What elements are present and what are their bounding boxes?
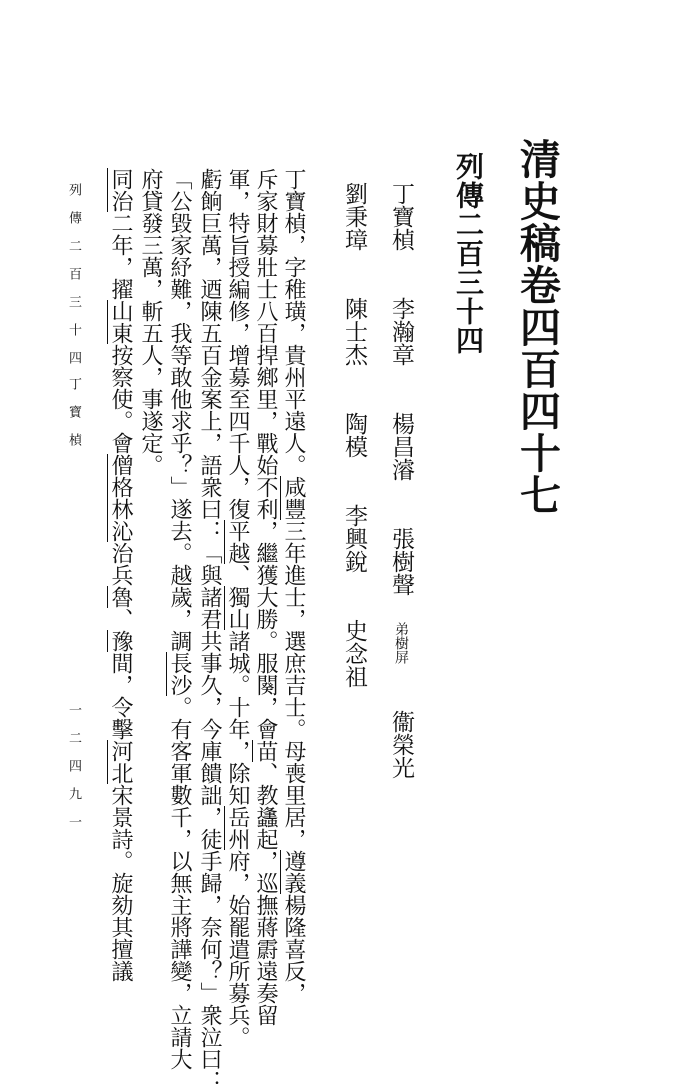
text-segment: 二年，擢 (108, 212, 133, 300)
proper-noun-mark: 苗 (253, 740, 278, 762)
body-line (168, 168, 190, 1070)
text-segment: 間，令擊 (108, 652, 133, 740)
body-line (226, 168, 248, 1048)
proper-noun-mark: 長沙 (167, 652, 192, 696)
proper-noun-mark: 豫 (108, 630, 133, 652)
section-title: 列傳二百三十四 (452, 152, 485, 355)
text-segment: 治兵 (108, 542, 133, 586)
person-name: 李興銳 (341, 504, 367, 573)
text-segment: 宋景詩。旋劾其擅議 (108, 784, 133, 982)
text-segment: 三年進士，選庶吉士。母喪里居， (281, 520, 306, 850)
text-segment: 、教蠭起，巡撫蔣霨遠奏留 (253, 762, 278, 1026)
proper-noun-mark: 遵義 (281, 850, 306, 894)
proper-noun-mark: 咸豐 (281, 476, 306, 520)
text-segment: 斥家財募壯士八百捍鄉里，戰始不利，繼獲大勝。服闋，會 (253, 168, 278, 740)
text-segment: 楊隆喜反， (281, 894, 306, 1004)
page-number: 一 二 四 九 一 (66, 703, 81, 828)
proper-noun-mark: 魯 (108, 586, 133, 608)
proper-noun-mark: 同治 (108, 168, 133, 212)
text-segment: 府貸發三萬，斬五人，事遂定。 (138, 168, 163, 476)
text-segment: 府，始罷遣所募兵。 (225, 850, 250, 1048)
person-name: 陳士杰 (341, 297, 367, 366)
proper-noun-mark: 河北 (108, 740, 133, 784)
text-segment: 、 (108, 608, 133, 630)
body-line (254, 168, 276, 1026)
text-segment: 「公毀家紓難，我等敢他求乎？」遂去。越歲，調 (167, 168, 192, 652)
volume-title: 清史稿卷四百四十七 (513, 138, 561, 516)
text-segment: 按察使。會 (108, 344, 133, 454)
biography-names-column-1 (385, 182, 418, 779)
person-name: 衞榮光 (388, 710, 414, 779)
body-line (109, 168, 131, 982)
person-name: 丁寶楨 (388, 182, 414, 251)
text-segment: 虧餉巨萬，迺陳五百金案上，語衆曰：「與諸君共事久，今庫饋詘，徒手歸，奈何？」衆泣曰： (197, 168, 222, 1092)
text-segment: 、 (225, 564, 250, 586)
person-name: 劉秉璋 (341, 182, 367, 251)
proper-noun-mark: 岳州 (225, 806, 250, 850)
biography-names-column-2 (338, 182, 371, 688)
proper-noun-mark: 獨山 (225, 586, 250, 630)
person-name: 張樹聲 (388, 527, 414, 596)
running-footer: 列 傳 二 百 三 十 四 丁 寶 楨 (66, 183, 81, 446)
text-segment: 諸城。十年，除知 (225, 630, 250, 806)
person-name: 李瀚章 (388, 297, 414, 366)
person-name: 楊昌濬 (388, 412, 414, 481)
proper-noun-mark: 平越 (225, 520, 250, 564)
text-segment: 軍，特旨授編修，增募至四千人，復 (225, 168, 250, 520)
body-line (198, 168, 220, 1092)
body-line (139, 168, 161, 476)
proper-noun-mark: 僧格林沁 (108, 454, 133, 542)
proper-noun-mark: 山東 (108, 300, 133, 344)
text-segment: 。有客軍數千，以無主將譁變，立請大 (167, 696, 192, 1070)
person-name: 史念祖 (341, 619, 367, 688)
text-segment: 丁寶楨，字稚璜，貴州平遠人。 (281, 168, 306, 476)
person-name: 陶模 (341, 412, 367, 458)
person-name-note: 弟樹屏 (393, 622, 409, 664)
body-line (282, 168, 304, 1004)
